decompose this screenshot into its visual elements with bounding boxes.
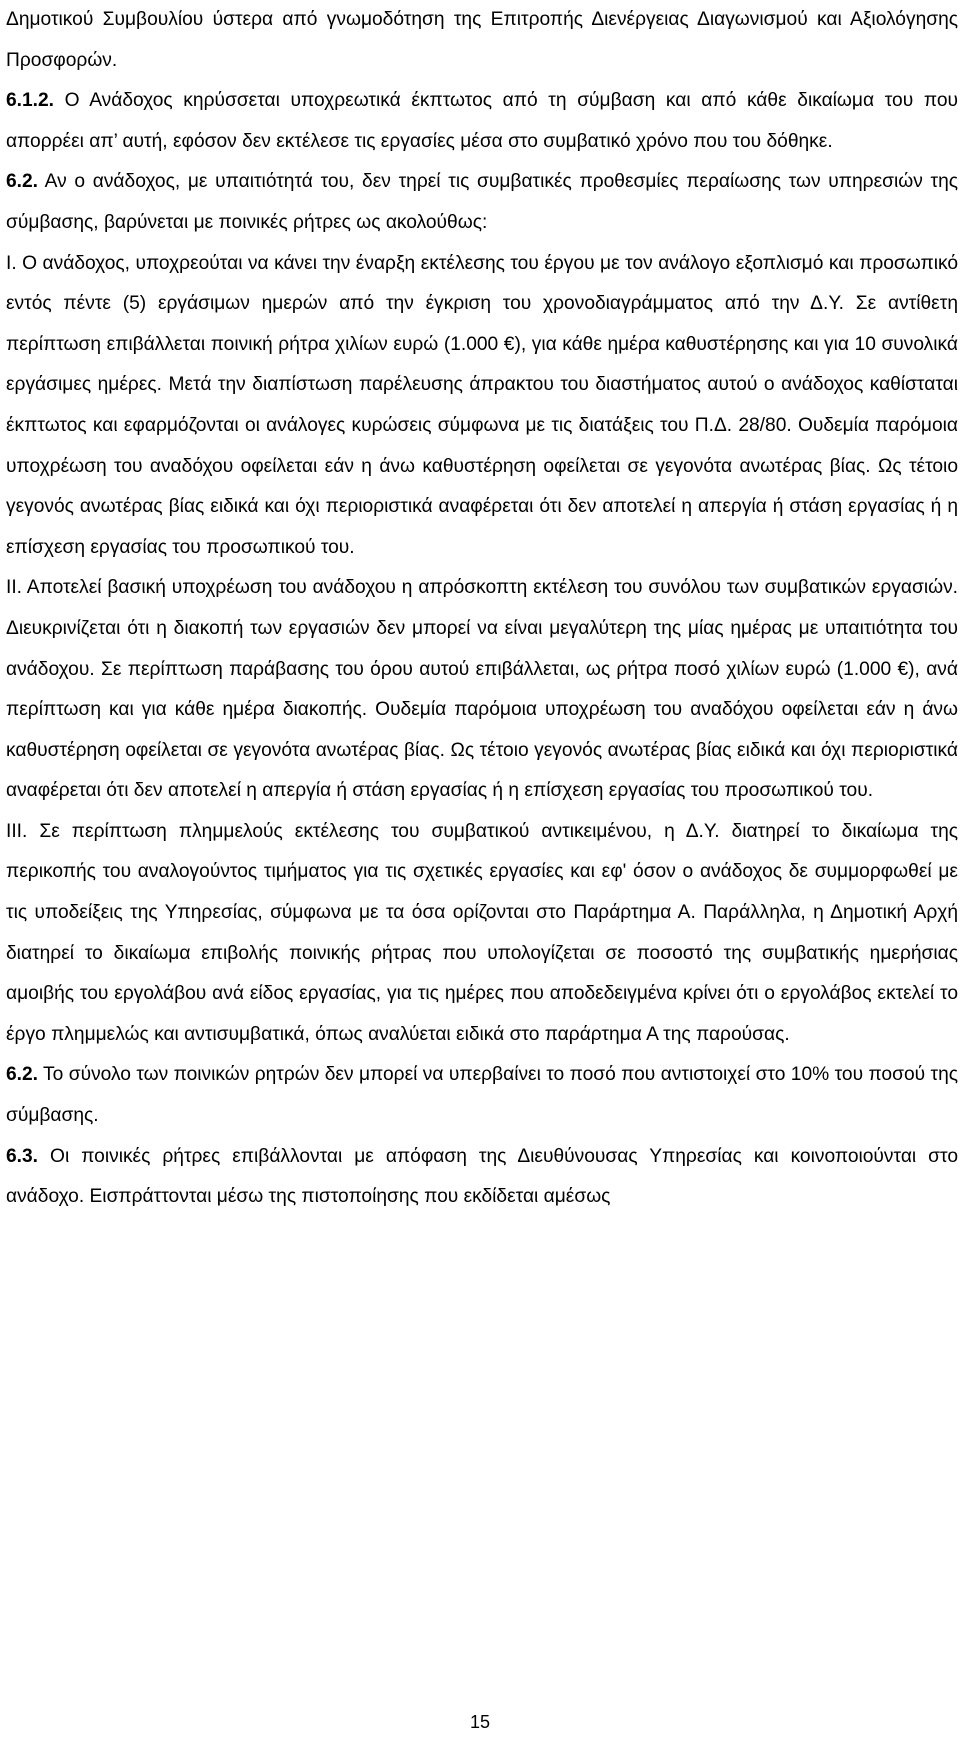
section-number: 6.1.2. (6, 90, 55, 112)
paragraph-text: ΙΙΙ. Σε περίπτωση πλημμελούς εκτέλεσης του συμβατικού αντικειμένου, η Δ.Υ. διατηρεί το δικαίωμα της περικοπής του αναλογούντος τιμήματος για τις σχετικές εργασίες και εφ' όσον ο ανάδοχος δε συμμορφωθεί με τις υποδείξεις της Υπηρεσίας, σύμφωνα με τα όσα ορίζονται στο Παράρτημα Α. Παράλληλα, η Δημοτική Αρχή διατηρεί το δικαίωμα επιβολής ποινικής ρήτρας που υπολογίζεται σε ποσοστό της συμβατικής ημερήσιας αμοιβής του εργολάβου ανά είδος εργασίας, για τις ημέρες που αποδεδειγμένα κρίνει ότι ο εργολάβος εκτελεί το έργο πλημμελώς και αντισυμβατικά, όπως αναλύεται ειδικά στο παράρτημα Α της παρούσας. (6, 820, 958, 1045)
paragraph (6, 162, 958, 243)
paragraph (6, 1055, 958, 1136)
paragraph-text: Το σύνολο των ποινικών ρητρών δεν μπορεί να υπερβαίνει το ποσό που αντιστοιχεί στο 10% του ποσού της σύμβασης. (6, 1064, 958, 1127)
section-number: 6.3. (6, 1145, 39, 1167)
paragraph-text: Αν ο ανάδοχος, με υπαιτιότητά του, δεν τηρεί τις συμβατικές προθεσμίες περαίωσης των υπηρεσιών της σύμβασης, βαρύνεται με ποινικές ρήτρες ως ακολούθως: (6, 171, 958, 233)
body-text (6, 0, 958, 1218)
paragraph (6, 812, 958, 1056)
paragraph (6, 1137, 958, 1218)
paragraph-text: Οι ποινικές ρήτρες επιβάλλονται με απόφαση της Διευθύνουσας Υπηρεσίας και κοινοποιούνται στο ανάδοχο. Εισπράττονται μέσω της πιστοποίησης που εκδίδεται αμέσως (6, 1145, 958, 1208)
paragraph-text: Ο Ανάδοχος κηρύσσεται υποχρεωτικά έκπτωτος από τη σύμβαση και από κάθε δικαίωμα του που απορρέει απ’ αυτή, εφόσον δεν εκτέλεσε τις εργασίες μέσα στο συμβατικό χρόνο που του δόθηκε. (6, 90, 958, 152)
paragraph-text: Ι. Ο ανάδοχος, υποχρεούται να κάνει την έναρξη εκτέλεσης του έργου με τον ανάλογο εξοπλισμό και προσωπικό εντός πέντε (5) εργάσιμων ημερών από την έγκριση του χρονοδιαγράμματος από την Δ.Υ. Σε αντίθετη περίπτωση επιβάλλεται ποινική ρήτρα χιλίων ευρώ (1.000 €), για κάθε ημέρα καθυστέρησης και για 10 συνολικά εργάσιμες ημέρες. Μετά την διαπίστωση παρέλευσης άπρακτου του διαστήματος αυτού ο ανάδοχος καθίσταται έκπτωτος και εφαρμόζονται οι ανάλογες κυρώσεις σύμφωνα με τις διατάξεις του Π.Δ. 28/80. Ουδεμία παρόμοια υποχρέωση του αναδόχου οφείλεται εάν η άνω καθυστέρηση οφείλεται σε γεγονότα ανωτέρας βίας. Ως τέτοιο γεγονός ανωτέρας βίας ειδικά και όχι περιοριστικά αναφέρεται ότι δεν αποτελεί η απεργία ή στάση εργασίας ή η επίσχεση εργασίας του προσωπικού του. (6, 252, 958, 558)
section-number: 6.2. (6, 171, 39, 193)
paragraph (6, 244, 958, 569)
section-number: 6.2. (6, 1064, 39, 1086)
paragraph-text: ΙΙ. Αποτελεί βασική υποχρέωση του ανάδοχου η απρόσκοπτη εκτέλεση του συνόλου των συμβατικών εργασιών. Διευκρινίζεται ότι η διακοπή των εργασιών δεν μπορεί να είναι μεγαλύτερη της μίας ημέρας με υπαιτιότητα του ανάδοχου. Σε περίπτωση παράβασης του όρου αυτού επιβάλλεται, ως ρήτρα ποσό χιλίων ευρώ (1.000 €), ανά περίπτωση και για κάθε ημέρα διακοπής. Ουδεμία παρόμοια υποχρέωση του αναδόχου οφείλεται εάν η άνω καθυστέρηση οφείλεται σε γεγονότα ανωτέρας βίας. Ως τέτοιο γεγονός ανωτέρας βίας ειδικά και όχι περιοριστικά αναφέρεται ότι δεν αποτελεί η απεργία ή στάση εργασίας ή η επίσχεση εργασίας του προσωπικού του. (6, 577, 958, 802)
paragraph (6, 0, 958, 81)
paragraph (6, 568, 958, 812)
page-number: 15 (469, 1712, 491, 1732)
paragraph-text: Δημοτικού Συμβουλίου ύστερα από γνωμοδότηση της Επιτροπής Διενέργειας Διαγωνισμού και Αξιολόγησης Προσφορών. (6, 9, 958, 71)
paragraph (6, 81, 958, 162)
